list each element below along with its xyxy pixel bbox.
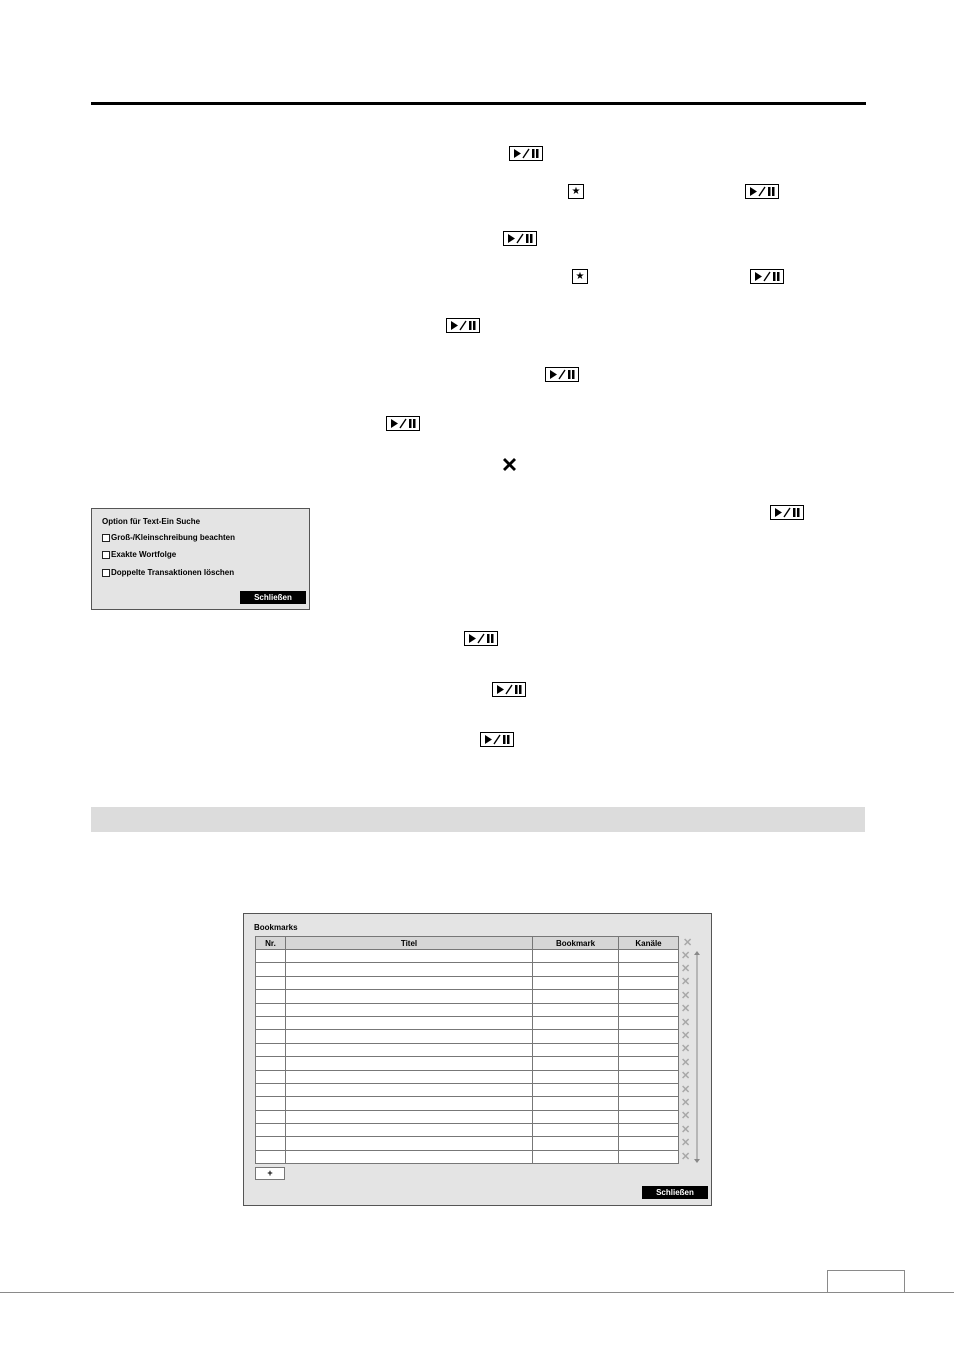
play-pause-icon [492, 682, 526, 697]
delete-icon[interactable]: ✕ [681, 1030, 691, 1043]
cell-titel[interactable] [286, 1137, 533, 1150]
cell-bookmark[interactable] [533, 1110, 619, 1123]
cell-bookmark[interactable] [533, 1057, 619, 1070]
checkbox[interactable] [102, 534, 110, 542]
section-heading-bar [91, 807, 865, 832]
cell-nr[interactable] [256, 1137, 286, 1150]
cell-nr[interactable] [256, 1016, 286, 1029]
cell-nr[interactable] [256, 1150, 286, 1163]
cell-nr[interactable] [256, 1057, 286, 1070]
table-row[interactable] [256, 963, 701, 976]
cell-kanaele[interactable] [619, 990, 679, 1003]
cell-titel[interactable] [286, 1057, 533, 1070]
cell-nr[interactable] [256, 1043, 286, 1056]
delete-icon[interactable]: ✕ [681, 1150, 691, 1163]
table-row[interactable] [256, 950, 701, 963]
star-icon: ★ [568, 184, 584, 199]
page-number-tab [827, 1270, 905, 1292]
option-label: Doppelte Transaktionen löschen [111, 568, 235, 577]
footer-rule [0, 1292, 954, 1293]
bookmarks-dialog [243, 913, 712, 1206]
cell-titel[interactable] [286, 1124, 533, 1137]
cell-bookmark[interactable] [533, 1137, 619, 1150]
dialog-title: Option für Text-Ein Suche [102, 517, 201, 526]
table-row[interactable] [256, 990, 701, 1003]
cell-kanaele[interactable] [619, 1057, 679, 1070]
dialog-title: Bookmarks [254, 923, 298, 932]
table-row[interactable] [256, 1030, 701, 1043]
cell-bookmark[interactable] [533, 950, 619, 963]
play-pause-icon [745, 184, 779, 199]
cell-titel[interactable] [286, 1150, 533, 1163]
cell-titel[interactable] [286, 976, 533, 989]
cell-kanaele[interactable] [619, 1003, 679, 1016]
cell-titel[interactable] [286, 963, 533, 976]
play-pause-icon [480, 732, 514, 747]
add-bookmark-button[interactable]: + [255, 1167, 285, 1180]
delete-icon[interactable]: ✕ [681, 1056, 691, 1069]
checkbox[interactable] [102, 569, 110, 577]
delete-icon[interactable]: ✕ [683, 936, 693, 949]
delete-icon[interactable]: ✕ [681, 963, 691, 976]
play-pause-icon [464, 631, 498, 646]
header-rule [91, 102, 866, 105]
play-pause-icon [503, 231, 537, 246]
delete-icon[interactable]: ✕ [681, 1003, 691, 1016]
cell-kanaele[interactable] [619, 1124, 679, 1137]
col-header-nr[interactable]: Nr. [256, 937, 286, 950]
delete-icon[interactable]: ✕ [681, 1137, 691, 1150]
close-button[interactable]: Schließen [240, 591, 306, 604]
cell-titel[interactable] [286, 990, 533, 1003]
bookmarks-table [255, 936, 701, 1164]
play-pause-icon [386, 416, 420, 431]
delete-icon[interactable]: ✕ [681, 949, 691, 962]
cell-nr[interactable] [256, 1124, 286, 1137]
text-search-option-dialog [91, 508, 310, 610]
cell-bookmark[interactable] [533, 1097, 619, 1110]
cell-kanaele[interactable] [619, 1030, 679, 1043]
cell-bookmark[interactable] [533, 1043, 619, 1056]
cell-kanaele[interactable] [619, 1083, 679, 1096]
delete-icon[interactable]: ✕ [681, 1070, 691, 1083]
cell-titel[interactable] [286, 1016, 533, 1029]
cell-kanaele[interactable] [619, 1043, 679, 1056]
col-header-bookmark[interactable]: Bookmark [533, 937, 619, 950]
cell-bookmark[interactable] [533, 1030, 619, 1043]
play-pause-icon [545, 367, 579, 382]
col-header-titel[interactable]: Titel [286, 937, 533, 950]
cell-nr[interactable] [256, 1097, 286, 1110]
table-row[interactable] [256, 1043, 701, 1056]
delete-icon[interactable]: ✕ [681, 1096, 691, 1109]
table-row[interactable] [256, 1016, 701, 1029]
cell-bookmark[interactable] [533, 1083, 619, 1096]
cell-bookmark[interactable] [533, 1003, 619, 1016]
cell-bookmark[interactable] [533, 1070, 619, 1083]
delete-icon[interactable]: ✕ [681, 1110, 691, 1123]
cell-kanaele[interactable] [619, 1137, 679, 1150]
cell-bookmark[interactable] [533, 1150, 619, 1163]
cell-kanaele[interactable] [619, 963, 679, 976]
cell-titel[interactable] [286, 1083, 533, 1096]
star-icon: ★ [572, 269, 588, 284]
cell-kanaele[interactable] [619, 1150, 679, 1163]
play-pause-icon [446, 318, 480, 333]
cell-titel[interactable] [286, 1030, 533, 1043]
option-label: Exakte Wortfolge [111, 550, 177, 559]
checkbox[interactable] [102, 551, 110, 559]
play-pause-icon [509, 146, 543, 161]
table-row[interactable] [256, 976, 701, 989]
cell-bookmark[interactable] [533, 976, 619, 989]
table-row[interactable] [256, 1137, 701, 1150]
delete-icon[interactable]: ✕ [681, 1083, 691, 1096]
cell-titel[interactable] [286, 1097, 533, 1110]
close-icon [501, 456, 518, 473]
delete-icon[interactable]: ✕ [681, 1123, 691, 1136]
delete-icon[interactable]: ✕ [681, 976, 691, 989]
table-row[interactable] [256, 1070, 701, 1083]
delete-icon[interactable]: ✕ [681, 989, 691, 1002]
delete-icon[interactable]: ✕ [681, 1043, 691, 1056]
cell-kanaele[interactable] [619, 1110, 679, 1123]
col-header-kanaele[interactable]: Kanäle [619, 937, 679, 950]
cell-kanaele[interactable] [619, 1070, 679, 1083]
cell-titel[interactable] [286, 1003, 533, 1016]
cell-nr[interactable] [256, 950, 286, 963]
cell-kanaele[interactable] [619, 950, 679, 963]
cell-bookmark[interactable] [533, 990, 619, 1003]
option-label: Groß-/Kleinschreibung beachten [111, 533, 236, 542]
cell-titel[interactable] [286, 950, 533, 963]
cell-nr[interactable] [256, 1083, 286, 1096]
play-pause-icon [750, 269, 784, 284]
cell-bookmark[interactable] [533, 963, 619, 976]
scrollbar[interactable] [694, 951, 700, 1163]
cell-nr[interactable] [256, 1030, 286, 1043]
cell-kanaele[interactable] [619, 976, 679, 989]
cell-titel[interactable] [286, 1110, 533, 1123]
table-row[interactable] [256, 1110, 701, 1123]
cell-titel[interactable] [286, 1070, 533, 1083]
cell-nr[interactable] [256, 963, 286, 976]
cell-titel[interactable] [286, 1043, 533, 1056]
delete-icon[interactable]: ✕ [681, 1016, 691, 1029]
cell-bookmark[interactable] [533, 1124, 619, 1137]
delete-all-header[interactable] [679, 937, 701, 950]
table-row[interactable] [256, 1003, 701, 1016]
cell-nr[interactable] [256, 1003, 286, 1016]
cell-nr[interactable] [256, 1070, 286, 1083]
option-case-sensitive[interactable] [102, 533, 235, 542]
cell-kanaele[interactable] [619, 1016, 679, 1029]
table-row[interactable] [256, 1124, 701, 1137]
cell-nr[interactable] [256, 1110, 286, 1123]
cell-kanaele[interactable] [619, 1097, 679, 1110]
table-row[interactable] [256, 1097, 701, 1110]
play-pause-icon [770, 505, 804, 520]
option-exact-phrase[interactable] [102, 550, 176, 559]
cell-nr[interactable] [256, 990, 286, 1003]
table-row[interactable] [256, 1057, 701, 1070]
table-row[interactable] [256, 1083, 701, 1096]
close-button[interactable]: Schließen [642, 1186, 708, 1199]
option-remove-duplicates[interactable] [102, 568, 234, 577]
cell-nr[interactable] [256, 976, 286, 989]
table-row[interactable] [256, 1150, 701, 1163]
cell-bookmark[interactable] [533, 1016, 619, 1029]
